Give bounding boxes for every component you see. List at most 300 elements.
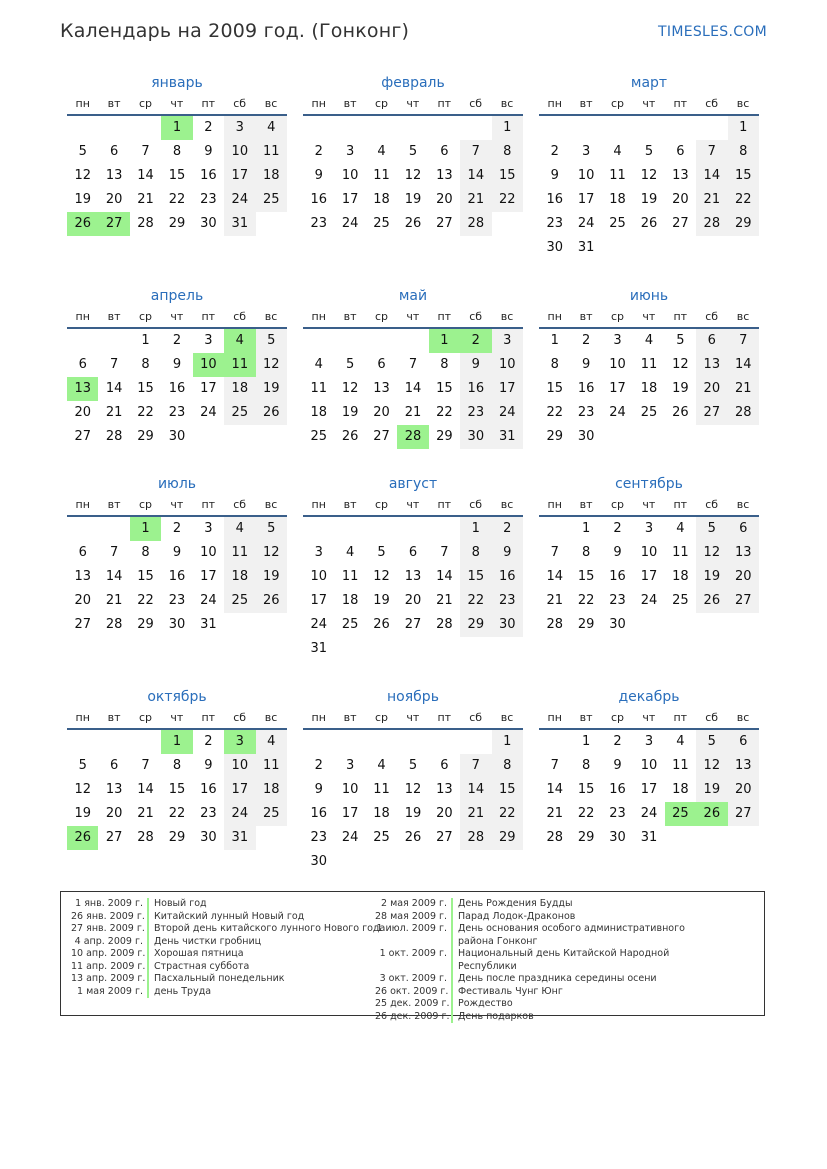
day-cell: 19 <box>696 778 727 802</box>
weekday-label: пт <box>201 97 216 110</box>
day-cell: 5 <box>696 517 727 541</box>
day-cell: 27 <box>728 589 759 613</box>
day-cell: 5 <box>408 144 418 159</box>
day-cell: 19 <box>341 405 359 420</box>
day-cell: 20 <box>728 778 759 802</box>
empty-cell <box>429 116 460 140</box>
day-cell: 28 <box>460 212 491 236</box>
month-7 <box>67 474 287 637</box>
day-cell: 16 <box>200 782 217 797</box>
day-cell: 9 <box>613 758 622 773</box>
day-cell: 8 <box>581 758 591 773</box>
day-cell: 14 <box>546 569 563 584</box>
day-cell: 3 <box>224 116 255 140</box>
holiday-entry <box>375 898 695 911</box>
day-cell: 26 <box>404 830 422 845</box>
day-cell: 25 <box>256 802 287 826</box>
day-cell: 28 <box>105 617 123 632</box>
days-grid <box>539 329 759 449</box>
day-cell: 24 <box>492 401 523 425</box>
day-cell: 18 <box>609 192 626 207</box>
month-name: январь <box>151 75 203 91</box>
day-cell: 15 <box>577 782 595 797</box>
day-cell: 30 <box>609 830 626 845</box>
days-grid <box>67 116 287 236</box>
day-cell: 19 <box>404 806 422 821</box>
holiday-entry <box>375 998 695 1011</box>
day-cell: 5 <box>78 144 87 159</box>
weekday-header <box>539 309 759 329</box>
weekday-label: пт <box>201 310 216 323</box>
day-cell: 26 <box>256 589 287 613</box>
day-cell: 26 <box>404 216 422 231</box>
day-cell: 29 <box>546 429 563 444</box>
day-cell: 3 <box>492 329 523 353</box>
day-cell: 21 <box>404 405 422 420</box>
holiday-entry <box>375 911 695 924</box>
day-cell: 27 <box>672 216 689 231</box>
day-cell: 20 <box>696 377 727 401</box>
day-cell: 15 <box>137 381 154 396</box>
day-cell: 7 <box>109 357 119 372</box>
day-cell: 9 <box>314 782 323 797</box>
empty-cell <box>539 517 570 541</box>
weekday-label: сб <box>233 310 247 323</box>
day-cell: 21 <box>436 593 453 608</box>
day-cell: 2 <box>204 734 213 749</box>
weekday-header <box>303 710 523 730</box>
weekday-label: вс <box>264 310 278 323</box>
weekday-label: пт <box>437 711 452 724</box>
day-cell: 17 <box>640 782 658 797</box>
day-cell: 16 <box>310 806 327 821</box>
weekday-label: пн <box>311 711 326 724</box>
holiday-date: 1 янв. 2009 г. <box>75 898 143 909</box>
day-cell: 23 <box>310 830 327 845</box>
day-cell: 7 <box>141 758 150 773</box>
day-cell: 25 <box>341 617 359 632</box>
weekday-label: пн <box>311 498 326 511</box>
weekday-label: сб <box>233 498 247 511</box>
empty-cell <box>98 517 129 541</box>
day-cell: 20 <box>728 565 759 589</box>
day-cell: 2 <box>492 517 523 541</box>
day-cell: 1 <box>141 333 150 348</box>
day-cell: 30 <box>200 216 217 231</box>
weekday-label: вт <box>579 97 593 110</box>
day-cell: 18 <box>256 778 287 802</box>
day-cell: 4 <box>377 758 386 773</box>
day-cell: 22 <box>168 806 186 821</box>
day-cell: 14 <box>460 164 491 188</box>
day-cell: 6 <box>440 144 449 159</box>
day-cell: 24 <box>341 830 359 845</box>
day-cell: 18 <box>373 806 390 821</box>
day-cell: 27 <box>74 429 91 444</box>
day-cell: 29 <box>492 826 523 850</box>
day-cell: 22 <box>728 188 759 212</box>
day-cell: 9 <box>204 758 213 773</box>
weekday-label: ср <box>610 498 624 511</box>
weekday-label: вс <box>736 711 750 724</box>
holiday-day-cell: 26 <box>67 826 98 850</box>
weekday-label: чт <box>170 310 184 323</box>
empty-cell <box>130 116 161 140</box>
day-cell: 4 <box>314 357 323 372</box>
empty-cell <box>397 116 428 140</box>
weekday-label: сб <box>705 498 719 511</box>
holiday-marker <box>147 911 149 924</box>
day-cell: 22 <box>492 188 523 212</box>
day-cell: 8 <box>172 758 182 773</box>
holiday-name: День после праздника середины осени <box>458 973 657 984</box>
month-name: июль <box>157 476 197 492</box>
holiday-date: 4 апр. 2009 г. <box>74 935 143 947</box>
day-cell: 10 <box>609 357 626 372</box>
holiday-day-cell: 27 <box>98 212 129 236</box>
day-cell: 17 <box>609 381 626 396</box>
holiday-day-cell: 11 <box>224 353 255 377</box>
day-cell: 5 <box>78 758 87 773</box>
day-cell: 7 <box>728 329 759 353</box>
empty-cell <box>303 329 334 353</box>
day-cell: 28 <box>696 212 727 236</box>
empty-cell <box>303 116 334 140</box>
day-cell: 14 <box>436 569 453 584</box>
day-cell: 23 <box>546 216 563 231</box>
empty-cell <box>334 116 365 140</box>
day-cell: 8 <box>581 545 591 560</box>
day-cell: 16 <box>310 192 327 207</box>
day-cell: 6 <box>676 144 685 159</box>
weekday-label: пн <box>311 310 326 323</box>
holiday-name: Фестиваль Чунг Юнг <box>458 985 563 997</box>
empty-cell <box>98 116 129 140</box>
weekday-label: пн <box>75 310 90 323</box>
weekday-label: ср <box>610 97 624 110</box>
month-name: апрель <box>150 288 204 304</box>
day-cell: 21 <box>460 188 491 212</box>
weekday-label: сб <box>705 97 719 110</box>
month-1 <box>67 73 287 236</box>
days-grid <box>303 730 523 874</box>
day-cell: 15 <box>728 164 759 188</box>
day-cell: 6 <box>728 730 759 754</box>
holiday-marker <box>451 948 453 973</box>
weekday-label: пт <box>673 498 688 511</box>
day-cell: 21 <box>546 806 563 821</box>
day-cell: 29 <box>137 429 154 444</box>
day-cell: 18 <box>256 164 287 188</box>
day-cell: 20 <box>436 806 453 821</box>
day-cell: 7 <box>460 140 491 164</box>
day-cell: 7 <box>141 144 150 159</box>
day-cell: 5 <box>256 329 287 353</box>
day-cell: 13 <box>728 754 759 778</box>
weekday-label: ср <box>374 97 388 110</box>
day-cell: 20 <box>74 593 91 608</box>
holiday-date: 2 мая 2009 г. <box>381 898 447 909</box>
holiday-name: Новый год <box>154 898 207 909</box>
day-cell: 29 <box>460 613 491 637</box>
weekday-label: пт <box>201 711 216 724</box>
day-cell: 24 <box>200 405 217 420</box>
weekday-label: ср <box>610 310 624 323</box>
day-cell: 12 <box>256 541 287 565</box>
day-cell: 13 <box>436 168 453 183</box>
day-cell: 31 <box>224 212 255 236</box>
month-4 <box>67 286 287 449</box>
day-cell: 28 <box>460 826 491 850</box>
day-cell: 1 <box>492 116 523 140</box>
holiday-day-cell: 1 <box>429 329 460 353</box>
day-cell: 2 <box>613 521 622 536</box>
day-cell: 24 <box>310 617 327 632</box>
weekday-label: сб <box>469 711 483 724</box>
weekday-label: вс <box>736 498 750 511</box>
weekday-label: пт <box>673 97 688 110</box>
weekday-label: вт <box>343 310 357 323</box>
holiday-entry <box>375 1011 695 1024</box>
empty-cell <box>366 329 397 353</box>
weekday-label: вс <box>736 97 750 110</box>
holiday-name: День чистки гробниц <box>154 935 262 947</box>
day-cell: 26 <box>640 216 658 231</box>
empty-cell <box>460 116 491 140</box>
weekday-label: чт <box>642 97 656 110</box>
weekday-label: вт <box>579 711 593 724</box>
holiday-date: 1 июл. 2009 г. <box>376 923 447 934</box>
day-cell: 20 <box>373 405 390 420</box>
weekday-header <box>303 96 523 116</box>
day-cell: 14 <box>137 168 154 183</box>
day-cell: 3 <box>644 734 654 749</box>
days-grid <box>303 116 523 236</box>
holiday-legend <box>60 891 765 1022</box>
holiday-entry <box>71 973 391 986</box>
day-cell: 30 <box>609 617 626 632</box>
holiday-day-cell: 3 <box>224 730 255 754</box>
page-title: Календарь на 2009 год. (Гонконг) <box>60 20 410 42</box>
weekday-label: чт <box>406 498 420 511</box>
holiday-entry <box>71 961 391 974</box>
month-12 <box>539 687 759 850</box>
month-name: июнь <box>629 288 669 304</box>
day-cell: 17 <box>341 192 359 207</box>
holiday-day-cell: 26 <box>696 802 727 826</box>
days-grid <box>303 329 523 449</box>
weekday-label: ср <box>138 711 152 724</box>
day-cell: 1 <box>550 333 559 348</box>
day-cell: 22 <box>460 589 491 613</box>
day-cell: 9 <box>460 353 491 377</box>
empty-cell <box>602 116 633 140</box>
weekday-label: вт <box>107 498 121 511</box>
day-cell: 25 <box>672 593 689 608</box>
day-cell: 24 <box>200 593 217 608</box>
day-cell: 10 <box>224 754 255 778</box>
day-cell: 26 <box>341 429 359 444</box>
holiday-marker <box>147 936 149 949</box>
holiday-marker <box>147 961 149 974</box>
day-cell: 26 <box>672 405 689 420</box>
brand-link[interactable]: TIMESLES.COM <box>658 24 767 40</box>
day-cell: 5 <box>345 357 355 372</box>
weekday-label: ср <box>374 498 388 511</box>
month-11 <box>303 687 523 874</box>
day-cell: 8 <box>492 140 523 164</box>
empty-cell <box>334 329 365 353</box>
day-cell: 23 <box>310 216 327 231</box>
day-cell: 23 <box>609 593 626 608</box>
holiday-marker <box>451 998 453 1011</box>
day-cell: 3 <box>204 333 213 348</box>
weekday-label: пн <box>75 498 90 511</box>
day-cell: 26 <box>696 589 727 613</box>
holiday-day-cell: 28 <box>397 425 428 449</box>
empty-cell <box>67 517 98 541</box>
day-cell: 2 <box>172 521 182 536</box>
holiday-entry <box>71 948 391 961</box>
day-cell: 5 <box>696 730 727 754</box>
weekday-label: пн <box>547 711 562 724</box>
weekday-header <box>539 96 759 116</box>
holiday-entry <box>375 923 695 948</box>
day-cell: 15 <box>546 381 563 396</box>
weekday-label: вс <box>264 97 278 110</box>
holiday-marker <box>147 923 149 936</box>
day-cell: 17 <box>577 192 595 207</box>
weekday-label: пт <box>673 711 688 724</box>
day-cell: 17 <box>224 778 255 802</box>
day-cell: 10 <box>224 140 255 164</box>
day-cell: 15 <box>492 778 523 802</box>
holiday-marker <box>451 973 453 986</box>
day-cell: 21 <box>137 192 154 207</box>
day-cell: 10 <box>341 782 359 797</box>
day-cell: 10 <box>492 353 523 377</box>
day-cell: 16 <box>168 381 186 396</box>
holiday-marker <box>451 898 453 911</box>
day-cell: 12 <box>640 168 658 183</box>
day-cell: 28 <box>436 617 453 632</box>
day-cell: 12 <box>341 381 359 396</box>
day-cell: 16 <box>492 565 523 589</box>
day-cell: 4 <box>345 545 355 560</box>
day-cell: 3 <box>204 521 213 536</box>
day-cell: 25 <box>373 830 390 845</box>
day-cell: 25 <box>373 216 390 231</box>
holiday-name: Второй день китайского лунного Нового года <box>154 923 386 934</box>
day-cell: 10 <box>577 168 595 183</box>
day-cell: 8 <box>172 144 182 159</box>
day-cell: 9 <box>314 168 323 183</box>
holiday-marker <box>451 911 453 924</box>
month-6 <box>539 286 759 449</box>
day-cell: 19 <box>74 192 91 207</box>
day-cell: 18 <box>310 405 327 420</box>
weekday-label: вт <box>343 498 357 511</box>
holiday-name: День подарков <box>458 1010 534 1022</box>
day-cell: 27 <box>105 830 123 845</box>
weekday-header <box>67 710 287 730</box>
day-cell: 17 <box>492 377 523 401</box>
empty-cell <box>397 517 428 541</box>
holiday-marker <box>147 973 149 986</box>
holiday-day-cell: 1 <box>161 116 192 140</box>
holiday-date: 3 окт. 2009 г. <box>379 973 447 984</box>
month-3 <box>539 73 759 260</box>
day-cell: 24 <box>640 806 658 821</box>
day-cell: 19 <box>672 381 689 396</box>
day-cell: 12 <box>373 569 390 584</box>
day-cell: 4 <box>613 144 622 159</box>
empty-cell <box>696 116 727 140</box>
holiday-name: Рождество <box>458 998 513 1009</box>
weekday-label: чт <box>170 711 184 724</box>
holiday-entry <box>375 973 695 986</box>
day-cell: 27 <box>436 830 453 845</box>
day-cell: 28 <box>105 429 123 444</box>
holiday-date: 27 янв. 2009 г. <box>71 923 145 934</box>
day-cell: 17 <box>341 806 359 821</box>
day-cell: 1 <box>581 734 591 749</box>
day-cell: 11 <box>640 357 658 372</box>
day-cell: 30 <box>168 617 186 632</box>
legend-column-left <box>71 898 391 998</box>
day-cell: 12 <box>672 357 689 372</box>
holiday-name: День Рождения Будды <box>458 898 573 909</box>
holiday-date: 26 янв. 2009 г. <box>71 910 145 922</box>
holiday-day-cell: 25 <box>665 802 696 826</box>
day-cell: 31 <box>310 641 327 656</box>
day-cell: 19 <box>373 593 390 608</box>
day-cell: 21 <box>105 405 123 420</box>
day-cell: 13 <box>105 168 123 183</box>
day-cell: 27 <box>436 216 453 231</box>
month-name: сентябрь <box>615 476 683 492</box>
holiday-marker <box>147 898 149 911</box>
day-cell: 1 <box>728 116 759 140</box>
day-cell: 20 <box>105 192 123 207</box>
weekday-label: вт <box>343 97 357 110</box>
day-cell: 21 <box>696 188 727 212</box>
day-cell: 7 <box>550 758 559 773</box>
day-cell: 3 <box>644 521 654 536</box>
day-cell: 15 <box>492 164 523 188</box>
day-cell: 30 <box>492 613 523 637</box>
day-cell: 13 <box>728 541 759 565</box>
day-cell: 20 <box>672 192 689 207</box>
day-cell: 6 <box>377 357 386 372</box>
day-cell: 12 <box>74 168 91 183</box>
weekday-label: вс <box>264 711 278 724</box>
day-cell: 9 <box>613 545 622 560</box>
month-name: март <box>630 75 668 91</box>
day-cell: 31 <box>224 826 255 850</box>
empty-cell <box>665 116 696 140</box>
day-cell: 10 <box>640 758 658 773</box>
weekday-label: сб <box>469 310 483 323</box>
weekday-header <box>539 710 759 730</box>
weekday-label: сб <box>233 711 247 724</box>
day-cell: 15 <box>168 782 186 797</box>
day-cell: 11 <box>609 168 626 183</box>
holiday-entry <box>71 923 391 936</box>
holiday-name: Хорошая пятница <box>154 948 244 959</box>
holiday-day-cell: 1 <box>130 517 161 541</box>
day-cell: 23 <box>460 401 491 425</box>
